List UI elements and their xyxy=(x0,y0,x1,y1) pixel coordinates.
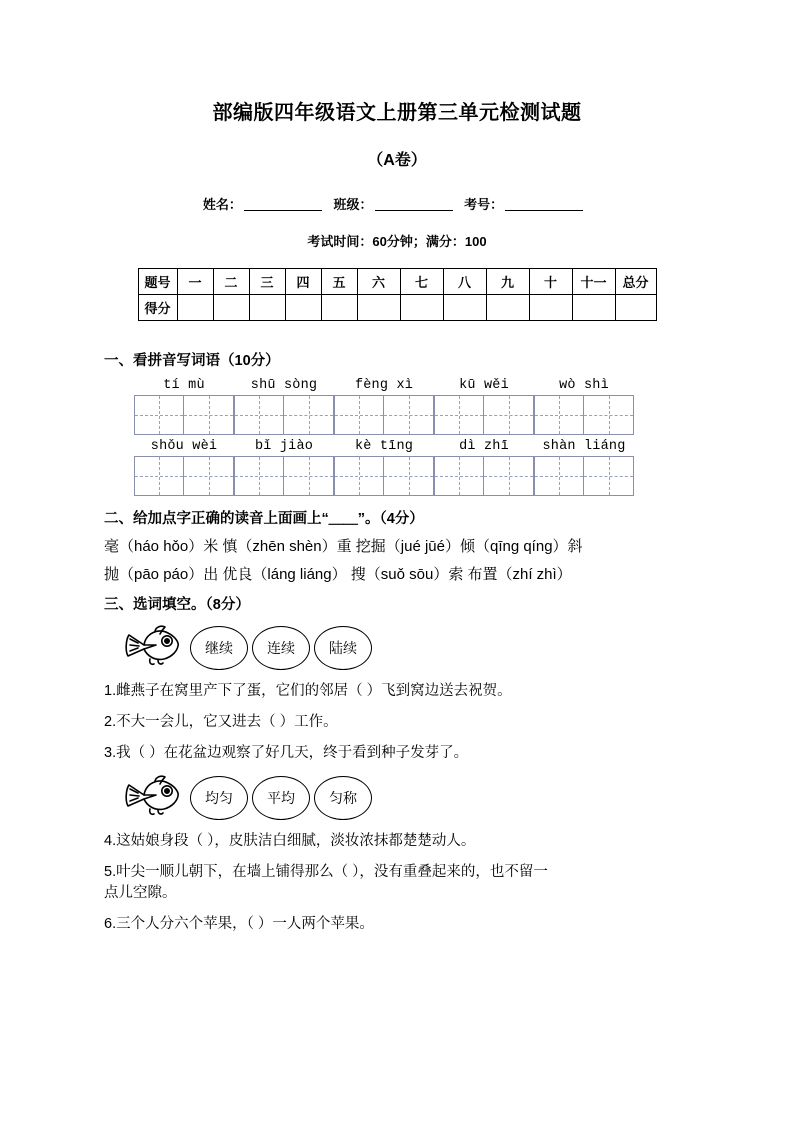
tianzige-cell[interactable] xyxy=(584,395,634,435)
word-bubble[interactable]: 均匀 xyxy=(190,776,248,820)
tianzige-cell[interactable] xyxy=(484,395,534,435)
pinyin-label: fèng xì xyxy=(354,378,414,393)
question-item: 6.三个人分六个苹果，（ ）一人两个苹果。 xyxy=(104,916,374,933)
table-row-question-numbers xyxy=(138,269,656,295)
col-7: 七 xyxy=(400,269,443,295)
pinyin-label: wò shì xyxy=(559,378,609,393)
tianzige-cell[interactable] xyxy=(384,456,434,496)
word-grid[interactable] xyxy=(134,456,234,496)
score-cell-8[interactable] xyxy=(443,295,486,321)
col-3: 三 xyxy=(249,269,285,295)
pinyin-label: shū sòng xyxy=(250,378,318,393)
word-grid[interactable] xyxy=(234,395,334,435)
section-2-heading: 二、给加点字正确的读音上面画上“＿＿”。（4分） xyxy=(104,511,424,527)
word-grid[interactable] xyxy=(534,456,634,496)
score-cell-10[interactable] xyxy=(529,295,572,321)
tianzige-cell[interactable] xyxy=(384,395,434,435)
pinyin-writing-block xyxy=(0,370,794,496)
word-grid[interactable] xyxy=(434,456,534,496)
col-4: 四 xyxy=(285,269,321,295)
word-bubble[interactable]: 继续 xyxy=(190,626,248,670)
col-8: 八 xyxy=(443,269,486,295)
tianzige-cell[interactable] xyxy=(184,395,234,435)
word-bubble[interactable]: 连续 xyxy=(252,626,310,670)
word-bank-1 xyxy=(0,614,794,671)
pinyin-label: dì zhī xyxy=(459,439,509,454)
question-item: 5.叶尖一顺儿朝下，在墙上铺得那么（ ），没有重叠起来的，也不留一 xyxy=(104,864,548,881)
score-cell-3[interactable] xyxy=(249,295,285,321)
question-item: 1.雌燕子在窝里产下了蛋，它们的邻居（ ）飞到窝边送去祝贺。 xyxy=(104,683,512,699)
pinyin-label: shàn liáng xyxy=(542,439,626,454)
question-item-continuation: 点儿空隙。 xyxy=(104,885,177,902)
tianzige-cell[interactable] xyxy=(434,395,484,435)
col-1: 一 xyxy=(177,269,213,295)
score-cell-9[interactable] xyxy=(486,295,529,321)
name-blank[interactable] xyxy=(244,210,322,211)
tianzige-cell[interactable] xyxy=(584,456,634,496)
word-grid[interactable] xyxy=(434,395,534,435)
student-id-line xyxy=(0,170,794,213)
tianzige-cell[interactable] xyxy=(134,395,184,435)
exam-no-label: 考号： xyxy=(464,197,504,212)
pinyin-label: bǐ jiào xyxy=(254,439,314,454)
tianzige-cell[interactable] xyxy=(284,395,334,435)
score-cell-1[interactable] xyxy=(177,295,213,321)
pinyin-choice-line-1: 毫（háo hǒo）米 慎（zhēn shèn）重 挖掘（jué jūé）倾（qīng qíng）斜 xyxy=(104,538,583,555)
name-field-group xyxy=(203,197,324,212)
fish-icon xyxy=(122,624,184,671)
score-cell-11[interactable] xyxy=(572,295,615,321)
score-table-wrapper xyxy=(0,250,794,321)
word-bubble[interactable]: 陆续 xyxy=(314,626,372,670)
tianzige-cell[interactable] xyxy=(134,456,184,496)
pinyin-label: shǒu wèi xyxy=(150,439,218,454)
question-item: 4.这姑娘身段（ ），皮肤洁白细腻，淡妆浓抹都楚楚动人。 xyxy=(104,833,476,850)
exam-no-blank[interactable] xyxy=(505,210,583,211)
tianzige-cell[interactable] xyxy=(284,456,334,496)
tianzige-cell[interactable] xyxy=(534,456,584,496)
row-label-question-no: 题号 xyxy=(138,269,177,295)
tianzige-cell[interactable] xyxy=(234,456,284,496)
class-field-group xyxy=(333,197,454,212)
question-item: 3.我（ ）在花盆边观察了好几天，终于看到种子发芽了。 xyxy=(104,745,469,762)
score-cell-5[interactable] xyxy=(321,295,357,321)
tianzige-row-1 xyxy=(134,395,794,435)
section-1-heading: 一、看拼音写词语（10分） xyxy=(104,353,280,369)
word-bubble[interactable]: 平均 xyxy=(252,776,310,820)
tianzige-cell[interactable] xyxy=(484,456,534,496)
fish-icon xyxy=(122,774,184,821)
word-grid[interactable] xyxy=(334,456,434,496)
name-label: 姓名： xyxy=(202,197,242,212)
section-3-heading: 三、选词填空。（8分） xyxy=(104,597,250,613)
table-row-scores xyxy=(138,295,656,321)
tianzige-cell[interactable] xyxy=(434,456,484,496)
score-cell-6[interactable] xyxy=(357,295,400,321)
score-cell-2[interactable] xyxy=(213,295,249,321)
col-2: 二 xyxy=(213,269,249,295)
score-table xyxy=(138,268,657,321)
pinyin-row-2 xyxy=(134,439,794,454)
row-label-score: 得分 xyxy=(138,295,177,321)
tianzige-cell[interactable] xyxy=(234,395,284,435)
tianzige-cell[interactable] xyxy=(184,456,234,496)
col-9: 九 xyxy=(486,269,529,295)
word-grid[interactable] xyxy=(234,456,334,496)
tianzige-cell[interactable] xyxy=(334,456,384,496)
pinyin-label: kū wěi xyxy=(459,378,509,393)
word-grid[interactable] xyxy=(134,395,234,435)
word-bank-2 xyxy=(0,764,794,821)
pinyin-row-1 xyxy=(134,378,794,393)
exam-info-line: 考试时间：60分钟；满分：100 xyxy=(307,234,487,249)
col-6: 六 xyxy=(357,269,400,295)
question-item: 2.不大一会儿，它又进去（ ）工作。 xyxy=(104,714,338,731)
word-grid[interactable] xyxy=(534,395,634,435)
score-cell-total[interactable] xyxy=(615,295,656,321)
pinyin-label: tí mù xyxy=(163,378,205,393)
page-title: 部编版四年级语文上册第三单元检测试题 xyxy=(212,102,582,124)
pinyin-label: kè tīng xyxy=(354,439,414,454)
col-11: 十一 xyxy=(572,269,615,295)
word-bubble[interactable]: 匀称 xyxy=(314,776,372,820)
score-cell-4[interactable] xyxy=(285,295,321,321)
exam-no-field-group xyxy=(464,197,585,212)
pinyin-choice-line-2: 抛（pāo páo）出 优良（láng liáng） 搜（suǒ sōu）索 布置（zhí zhì） xyxy=(104,566,572,583)
tianzige-cell[interactable] xyxy=(534,395,584,435)
col-total: 总分 xyxy=(615,269,656,295)
paper-version-subtitle: （A卷） xyxy=(367,152,427,169)
class-blank[interactable] xyxy=(375,210,453,211)
col-10: 十 xyxy=(529,269,572,295)
score-cell-7[interactable] xyxy=(400,295,443,321)
word-grid[interactable] xyxy=(334,395,434,435)
class-label: 班级： xyxy=(333,197,373,212)
tianzige-cell[interactable] xyxy=(334,395,384,435)
col-5: 五 xyxy=(321,269,357,295)
tianzige-row-2 xyxy=(134,456,794,496)
